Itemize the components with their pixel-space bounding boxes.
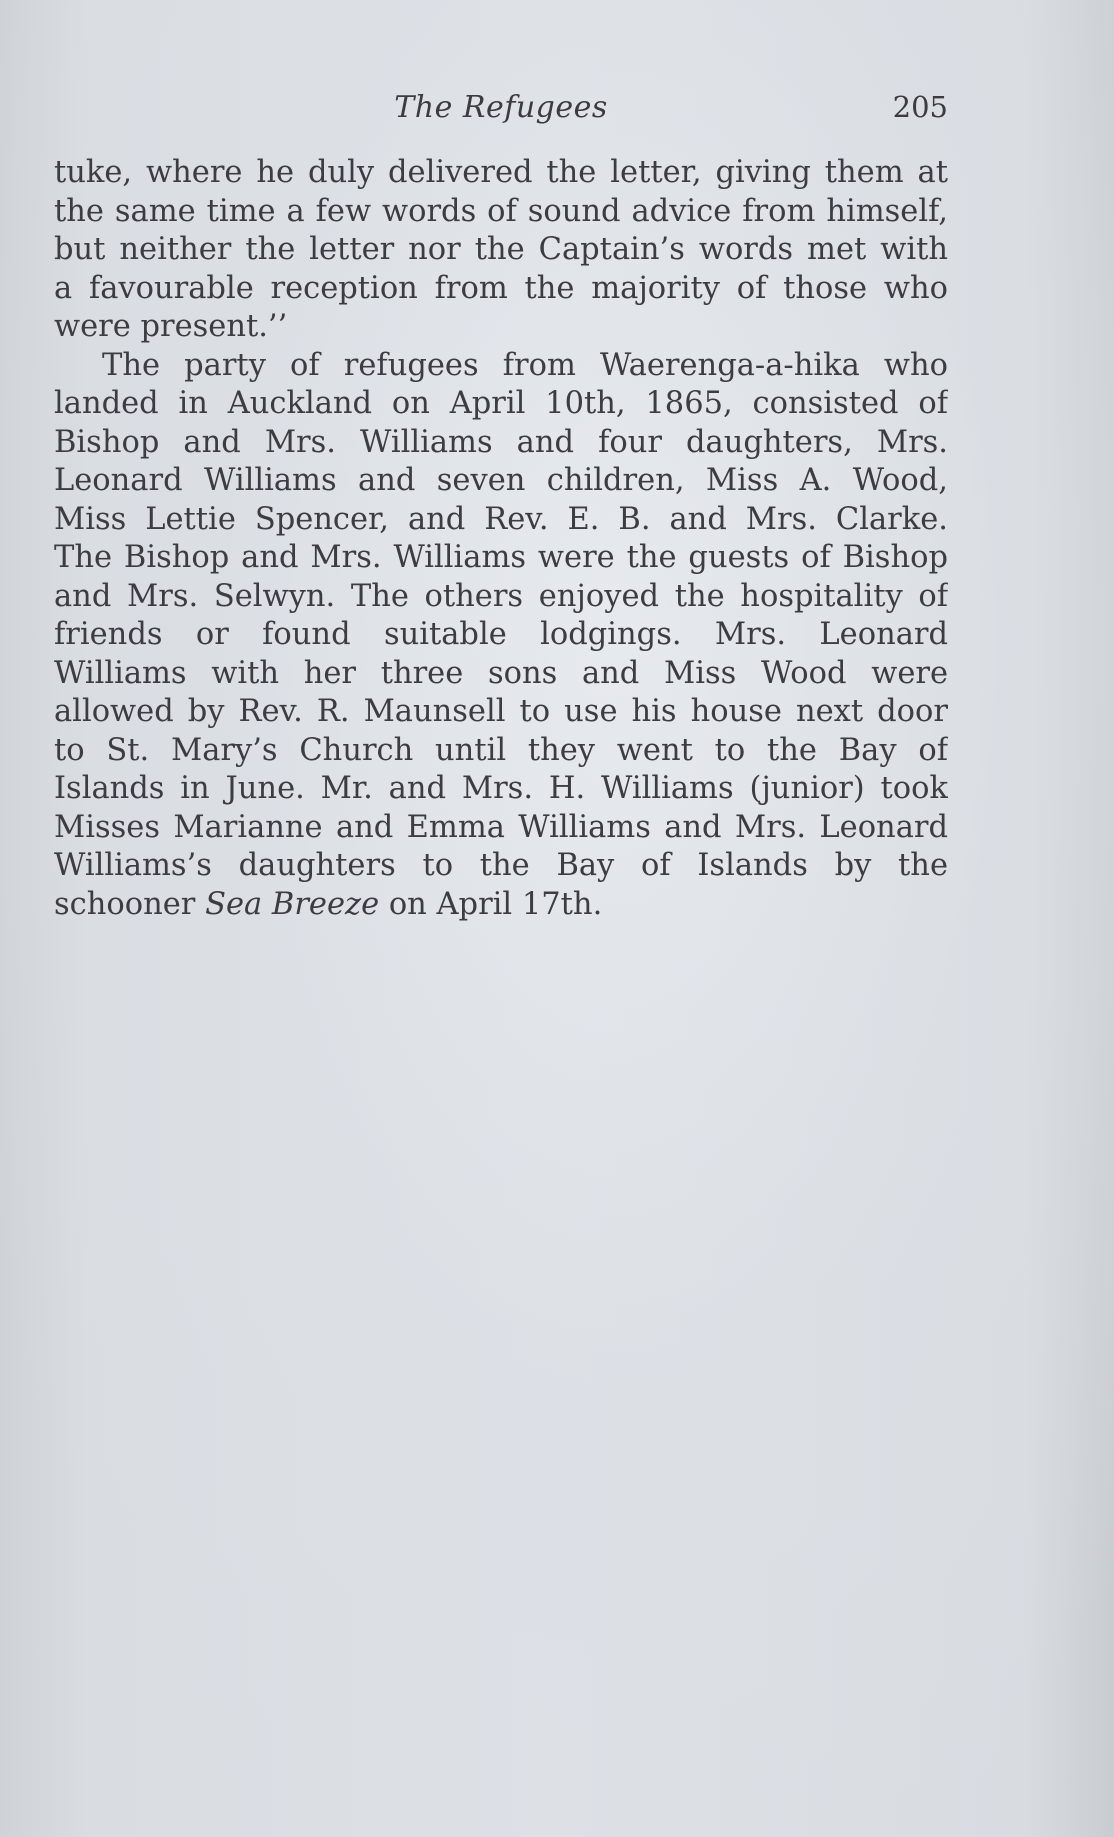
- text-line: and Mrs. Selwyn. The others enjoyed the hospitality of: [54, 578, 948, 614]
- text-line: Williams with her three sons and Miss Wood were: [54, 655, 948, 691]
- text-line: The party of refugees from Waerenga-a-hika who: [102, 347, 948, 383]
- text-line: Islands in June. Mr. and Mrs. H. Williams (junior) took: [54, 771, 948, 806]
- text-line: Bishop and Mrs. Williams and four daughters, Mrs.: [54, 424, 948, 460]
- text-line: Misses Marianne and Emma Williams and Mrs. Leonard: [54, 809, 948, 845]
- text-line: tuke, where he duly delivered the letter, giving them at: [54, 155, 948, 190]
- text-segment: schooner: [54, 886, 206, 922]
- paragraph-2: [54, 347, 948, 925]
- body-text: [54, 154, 948, 924]
- paragraph-1: [54, 154, 948, 347]
- text-line: the same time a few words of sound advice from himself,: [54, 193, 948, 229]
- text-line: landed in Auckland on April 10th, 1865, consisted of: [54, 386, 948, 421]
- page-number: 205: [892, 90, 948, 124]
- text-line: but neither the letter nor the Captain’s words met with: [54, 232, 948, 267]
- text-line: Williams’s daughters to the Bay of Islands by the: [54, 848, 948, 883]
- text-line: allowed by Rev. R. Maunsell to use his house next door: [54, 694, 948, 729]
- text-line: Miss Lettie Spencer, and Rev. E. B. and Mrs. Clarke.: [54, 501, 948, 537]
- text-segment: on April 17th.: [379, 886, 603, 922]
- running-title: The Refugees: [394, 90, 608, 125]
- text-line: Leonard Williams and seven children, Miss A. Wood,: [54, 463, 948, 498]
- text-line: friends or found suitable lodgings. Mrs. Leonard: [54, 617, 948, 652]
- text-line: The Bishop and Mrs. Williams were the guests of Bishop: [54, 540, 948, 575]
- final-text-line: [54, 886, 948, 925]
- ship-name: Sea Breeze: [205, 886, 380, 922]
- page-header: [54, 90, 948, 130]
- text-line: a favourable reception from the majority of those who: [54, 270, 948, 306]
- text-line: to St. Mary’s Church until they went to the Bay of: [54, 732, 948, 768]
- text-line: were present.’’: [54, 309, 288, 344]
